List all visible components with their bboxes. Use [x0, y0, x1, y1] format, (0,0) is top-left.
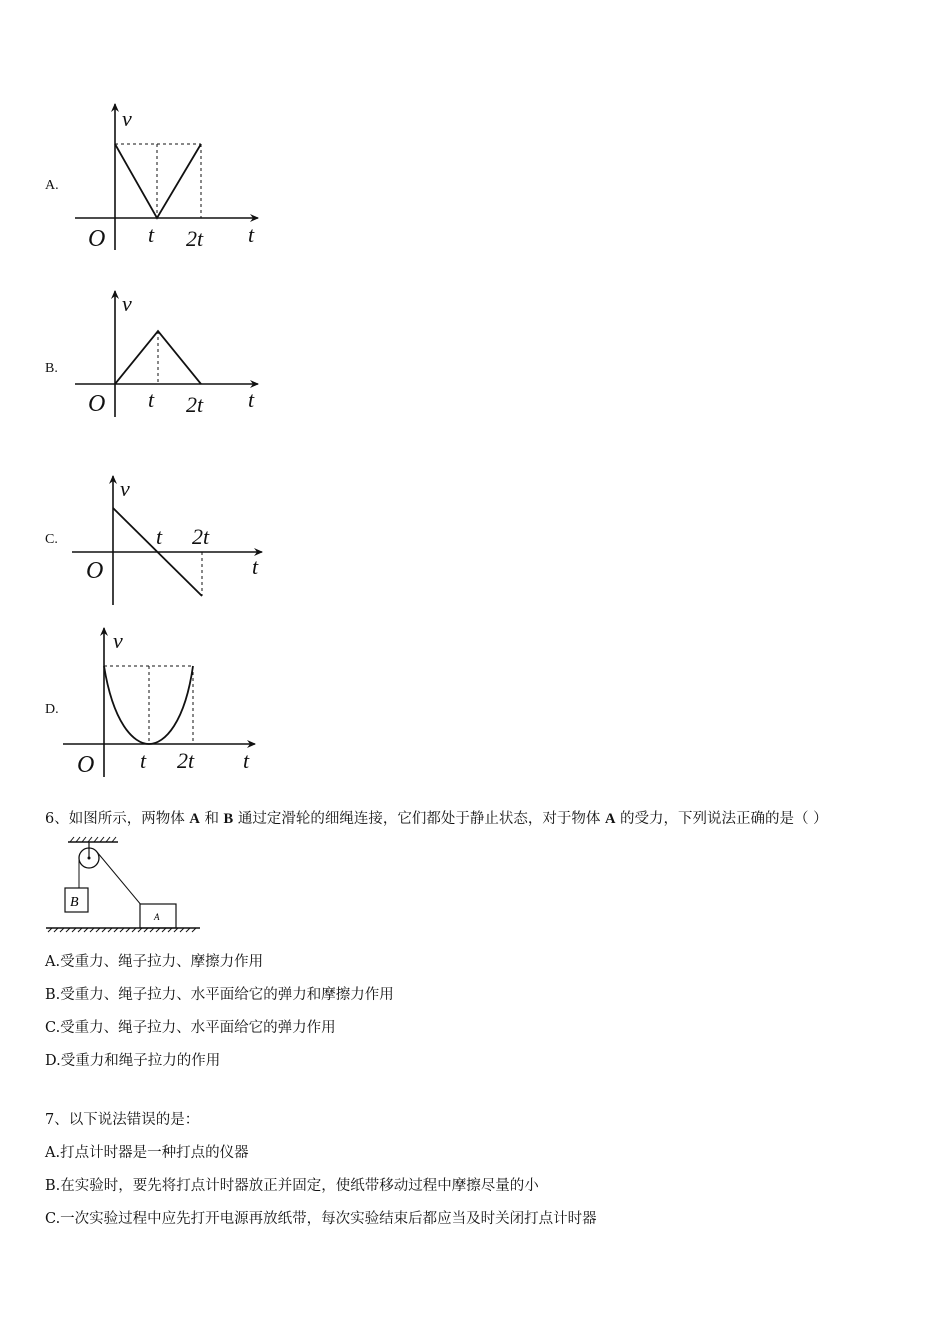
t1-label: t — [140, 748, 147, 773]
q6-text-3: 的受力，下列说法正确的是（ ） — [620, 811, 828, 827]
t2-label: 2t — [186, 226, 204, 251]
ground-hatch — [46, 928, 200, 932]
q6-option-d: D.受重力和绳子拉力的作用 — [45, 1053, 221, 1069]
origin-label: O — [88, 391, 106, 417]
q6-text-1: 如图所示，两物体 — [68, 811, 185, 827]
t1-label: t — [156, 524, 163, 549]
q6-option-b: B.受重力、绳子拉力、水平面给它的弹力和摩擦力作用 — [45, 987, 394, 1003]
v-label: v — [120, 476, 130, 501]
option-b-vt-graph — [60, 285, 280, 439]
ceiling-hatch — [68, 837, 118, 842]
q6-text-2: 通过定滑轮的细绳连接，它们都处于静止状态，对于物体 — [237, 811, 601, 827]
t2-label: 2t — [177, 748, 195, 773]
v-label: v — [113, 628, 123, 653]
option-a-letter: A. — [45, 178, 59, 193]
t-axis-label: t — [252, 554, 259, 579]
pulley-figure — [44, 836, 204, 940]
block-b-label: B — [70, 895, 79, 910]
option-c-letter: C. — [45, 532, 58, 547]
option-c-vt-graph — [60, 470, 280, 614]
origin-label: O — [88, 226, 106, 252]
q6-object-b: B — [223, 811, 234, 827]
q6-option-a: A.受重力、绳子拉力、摩擦力作用 — [45, 954, 264, 970]
t-axis-label: t — [248, 222, 255, 247]
option-b-letter: B. — [45, 361, 58, 376]
question-7-stem: 7、以下说法错误的是： — [45, 1112, 200, 1128]
block-a-label: A — [154, 912, 160, 922]
question-6-stem — [45, 807, 828, 828]
t2-label: 2t — [186, 392, 204, 417]
q6-and: 和 — [204, 811, 219, 827]
t-axis-label: t — [248, 387, 255, 412]
q6-object-a: A — [189, 811, 200, 827]
v-label: v — [122, 106, 132, 131]
t1-label: t — [148, 222, 155, 247]
q7-option-b: B.在实验时，要先将打点计时器放正并固定，使纸带移动过程中摩擦尽量的小 — [45, 1178, 539, 1194]
t1-label: t — [148, 387, 155, 412]
q6-number: 6、 — [45, 811, 69, 827]
t2-label: 2t — [192, 524, 210, 549]
q6-object-a-2: A — [604, 811, 616, 827]
q6-option-c: C.受重力、绳子拉力、水平面给它的弹力作用 — [45, 1020, 336, 1036]
velocity-curve — [115, 144, 201, 218]
v-label: v — [122, 291, 132, 316]
t-axis-label: t — [243, 748, 250, 773]
origin-label: O — [77, 752, 95, 778]
option-d-vt-graph — [55, 622, 275, 786]
origin-label: O — [86, 558, 104, 584]
option-d-letter: D. — [45, 702, 59, 717]
rope-a — [97, 852, 142, 906]
q7-option-a: A.打点计时器是一种打点的仪器 — [45, 1145, 249, 1161]
q7-option-c: C.一次实验过程中应先打开电源再放纸带，每次实验结束后都应当及时关闭打点计时器 — [45, 1211, 597, 1227]
option-a-vt-graph — [60, 100, 280, 264]
